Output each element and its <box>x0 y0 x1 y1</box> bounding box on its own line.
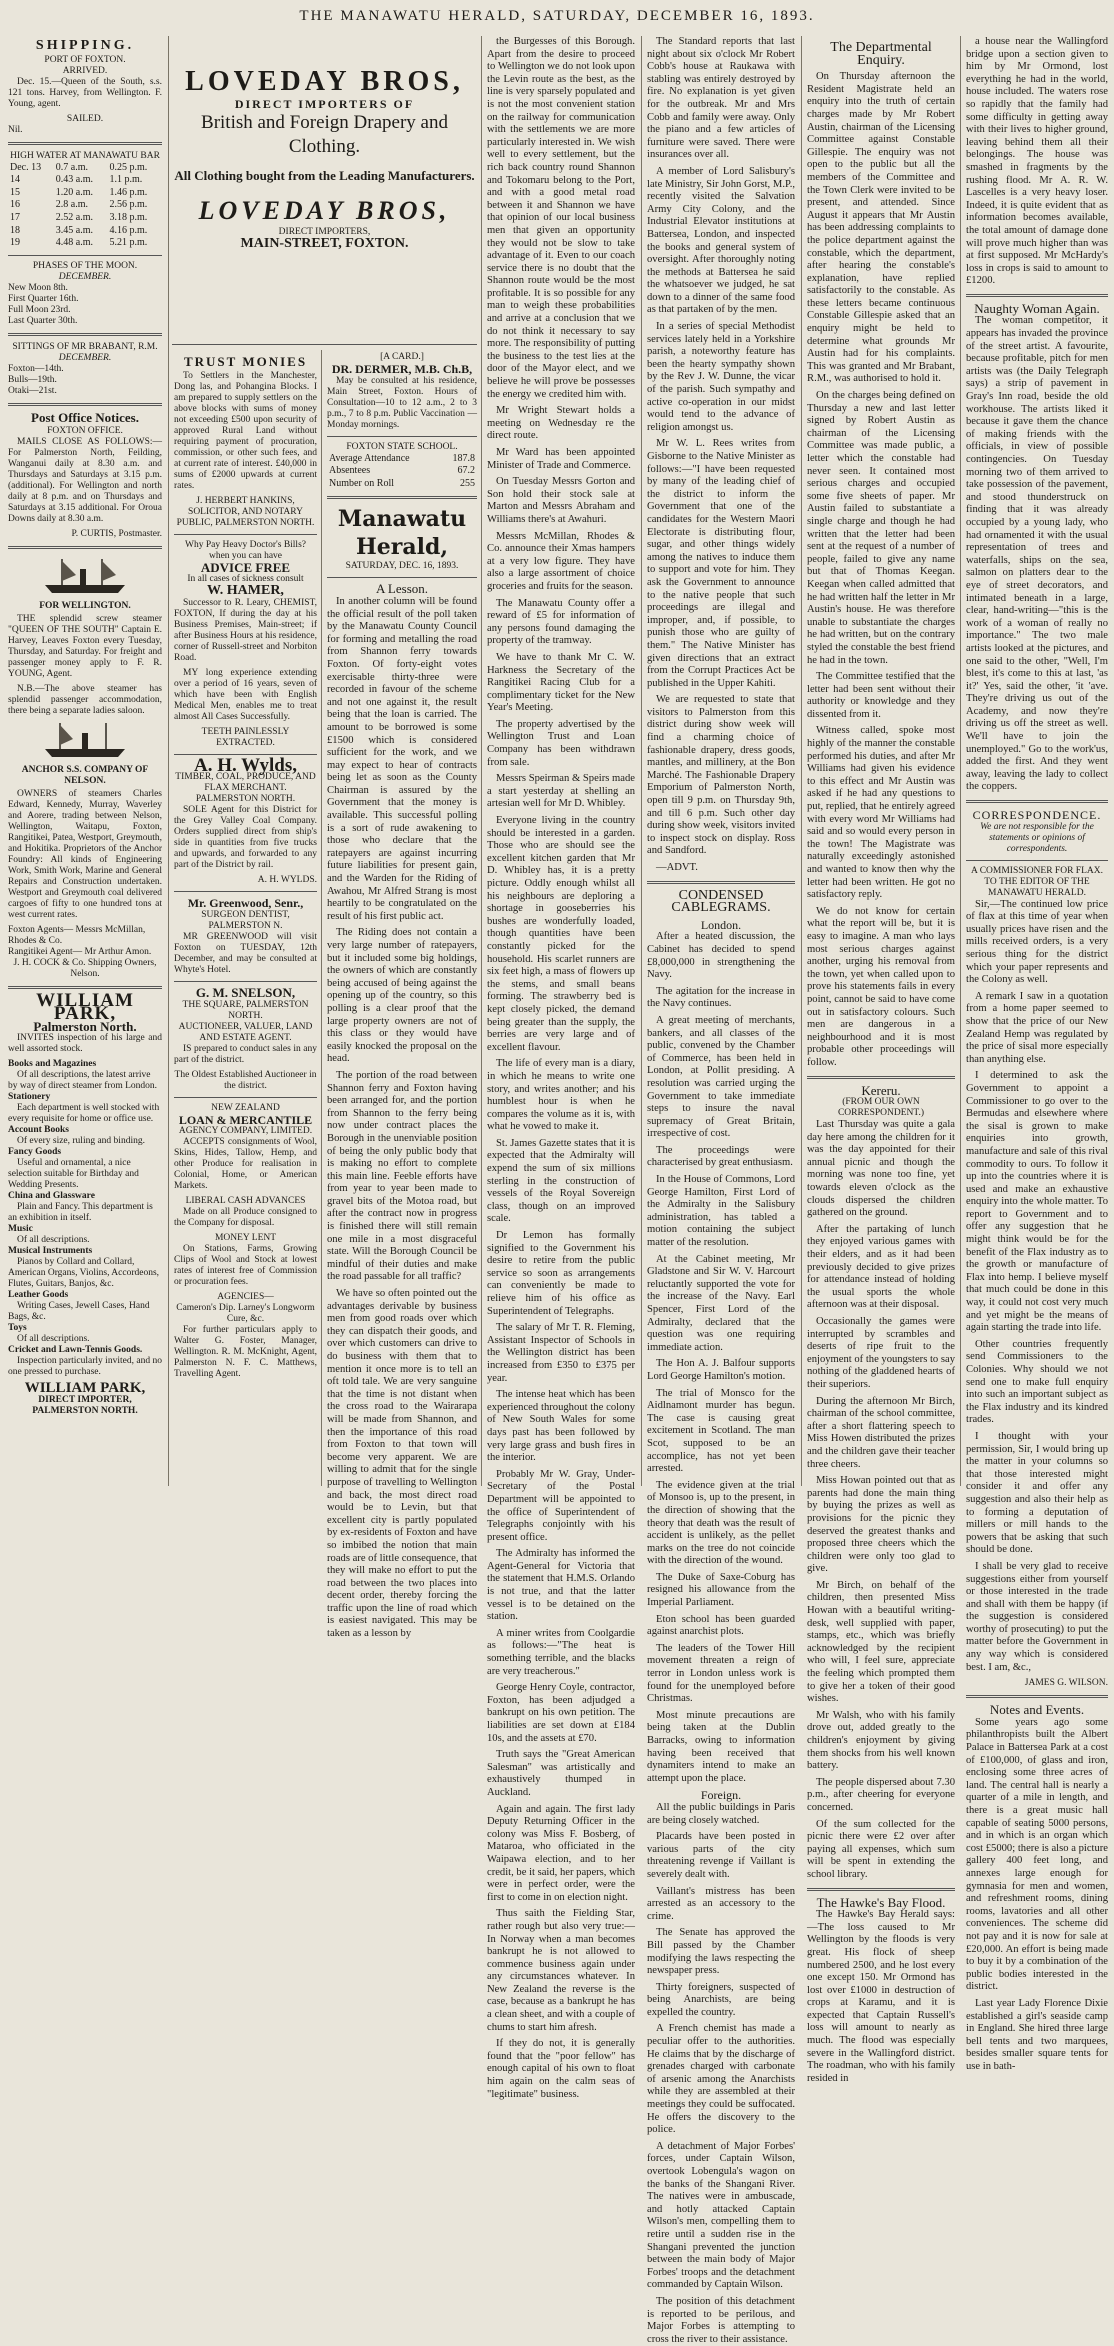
paragraph: At the Cabinet meeting, Mr Gladstone and Sir W. V. Harcourt reluctantly supported the vote for the increase of the Navy. Earl Spencer, First Lord of the Admiralty, declared that the question was one requiring immediate action. <box>647 1253 795 1353</box>
sittings-lines <box>8 364 162 397</box>
paragraph: Some years ago some philanthropists built the Albert Palace in Battersea Park at a cost of £100,000, of glass and iron, enclosing some three acres of land. The central hall is nearly a quarter of a mile in length, and there is a great music hall capable of seating 5000 persons, and in which is an organ which cost £5000; there is also a picture gallery 400 feet long, and annexes large enough for gymnasia for men and women, and refreshment rooms, dining rooms, lavatories and all other conveniences. The scheme did not pay and it is now for sale at £20,000. An effort is being made to buy it by a combination of the public bodies interested in the district. <box>966 1716 1108 1993</box>
tide-cell: 16 <box>10 199 20 211</box>
school-cell: Number on Roll <box>329 477 394 489</box>
paragraph: Witness called, spoke most highly of the manner the constable performed his duties, and after Mr Williams had given his evidence to this effect and Mr Austin was asked if he had any questions to put, replied, that he entirely agreed with every word Mr Williams had said and so would every person in the town! The Magistrate was naturally exceedingly astonished and wanted to know then why the letter had been written. He got no satisfactory reply. <box>807 725 955 901</box>
paragraph: Of the sum collected for the picnic there were £2 over after paying all expenses, which sum will be spent in extending the school library. <box>807 1818 955 1880</box>
tide-cell: 2.8 a.m. <box>55 199 88 211</box>
park-item-text: Of all descriptions. <box>17 1334 90 1345</box>
paragraph: I shall be very glad to receive suggestions either from yourself or those interested in the trade and shall with them be happy (if the suggestion is considered worthy of prosecuting) to put the matter before the Government in any way which is considered best. I am, &c., <box>966 1560 1108 1673</box>
column-4 <box>487 36 635 2100</box>
school-row <box>327 465 477 478</box>
paragraph: Everyone living in the country should be interested in a garden. Those who are should see the excellent kitchen garden that Mr D. Whibley has, it is a pretty picture. Oddly enough whilst all his neighbours are deploring a shortage in gooseberries his bushes are wonderfully loaded, though quantities have been constantly picked for the household. His scarlet runners are six feet high, a mass of flowers up the stems, and small beans forming. The strawberry bed is kept closely picked, the demand being greater than the supply, the berries are very large and of excellent flavour. <box>487 815 635 1053</box>
tide-cell: 2.56 p.m. <box>109 199 148 211</box>
corr-to: TO THE EDITOR OF THE MANAWATU HERALD. <box>984 876 1090 898</box>
foreign-body <box>647 1802 795 2346</box>
wylds-name: A. H. Wylds, <box>194 754 297 776</box>
tide-row <box>8 212 162 225</box>
park-item-heading: Leather Goods <box>8 1290 69 1301</box>
paragraph: If they do not, it is generally found that the "poor fellow" has enough capital of his own to float him again on the calm seas of "legitimate" business. <box>487 2038 635 2100</box>
paragraph: The Hon A. J. Balfour supports Lord George Hamilton's motion. <box>647 1358 795 1382</box>
tide-cell: 0.43 a.m. <box>55 174 93 186</box>
park-item-text: Of every size, ruling and binding. <box>17 1136 145 1147</box>
text-line: First Quarter 16th. <box>8 293 79 304</box>
paragraph: The Committee testified that the letter had been sent without their authority or knowledge and they dissented from it. <box>807 671 955 720</box>
trust-sign: J. HERBERT HANKINS, SOLICITOR, AND NOTARY PUBLIC, PALMERSTON NORTH. <box>176 495 315 528</box>
school-cell: 67.2 <box>457 465 475 477</box>
tide-row <box>8 162 162 175</box>
moon-month: DECEMBER. <box>58 271 112 282</box>
paragraph: In another column will be found the official result of the poll taken by the Manawatu County Council for forming and metalling the road from Shannon ferry towards Foxton. Of forty-eight votes exercisable thirty-three were recorded in favour of the scheme and not one against it, the result being that the loan is carried. The amount to be borrowed is some £1500 which is considered sufficient for the work, and we may expect to hear of contracts being let as soon as the County Chairman is assured by the Government that the money is available. This successful polling is a sort of rude awakening to those who declare that the ratepayers are against incurring future liabilities for present gain, and the Warden for the Riding of Awahou, Mr Alfred Strang is most heartily to be congratulated on the result of his first public act. <box>327 595 477 922</box>
tide-row <box>8 237 162 250</box>
loveday-clothing: All Clothing bought from the Leading Manufacturers. <box>174 167 475 183</box>
paragraph: The Hawke's Bay Herald says:—The loss caused to Mr Wellington by the floods is very great. His flock of sheep numbered 2500, and he lost every one except 150. Mr Ormond has lost over £1000 in destruction of crops at Karamu, and it is expected that Captain Russell's loss will amount to nearly as much. The flood was especially severe in the Wallingford district. The roadman, who with his family resided in <box>807 1909 955 2084</box>
park-title: WILLIAM PARK, <box>36 990 134 1024</box>
paragraph: The life of every man is a diary, in which he means to write one story, and writes another; and his humblest hour is when he compares the volume as it is, with what he vowed to make it. <box>487 1058 635 1133</box>
corr-title: CORRESPONDENCE. <box>972 808 1102 823</box>
nz-liberal-text: Made on all Produce consigned to the Company for disposal. <box>174 1207 317 1229</box>
naughty-body <box>966 315 1108 794</box>
paragraph: Last year Lady Florence Dixie established a girl's seaside camp in England. She hired three large bell tents and two marquees, besides smaller square tents for use in bath- <box>966 1997 1108 2072</box>
paragraph: Mr Ward has been appointed Minister of Trade and Commerce. <box>487 447 635 471</box>
arrived-text: Dec. 15.—Queen of the South, s.s. 121 tons. Harvey, from Wellington. F. Young, agent. <box>8 76 162 109</box>
paragraph: The portion of the road between Shannon ferry and Foxton having been arranged for, and the portion from Shannon to the ferry being now under contract places the Borough in the unenviable position of being the only public body that is making no effort to complete this main line. Feeble efforts have from year to year been made to gravel bits of the Motoa road, but after the contract now in progress is finished there will still remain one mile in a most disgraceful state. Will the Borough Council be mindful of their duties and make the road passable for all traffic? <box>327 1069 477 1283</box>
port-title: PORT OF FOXTON. <box>44 54 126 65</box>
loveday-importers: DIRECT IMPORTERS, <box>278 226 371 237</box>
paragraph: After the partaking of lunch they enjoyed various games with their elders, and as it had been previously decided to give prizes for attendance instead of holding the usual sports the whole afternoon was at their disposal. <box>807 1223 955 1311</box>
paragraph: The evidence given at the trial of Monsoo is, up to the present, in the direction of showing that the theory that death was the result of accident is unlikely, as the pellet marks on the tree do not coincide with the direction of the wound. <box>647 1479 795 1567</box>
column-7-top <box>966 36 1108 288</box>
column-3 <box>327 352 478 1640</box>
column-rule <box>481 36 482 1486</box>
paragraph: The Riding does not contain a very large number of ratepayers, but it included some big holdings, the owners of which are constantly being accused of being against the opening up of the country, so this polling is a clear proof that the large property owners are not of this class or they would have easily knocked the proposal on the head. <box>327 927 477 1065</box>
paragraph: Mr Birch, on behalf of the children, then presented Miss Howan with a beautiful writing-desk, well supplied with paper, stamps, etc., which was briefly acknowledged by the recipient who will, I feel sure, appreciate the feeling which prompted them to give her a token of their good wishes. <box>807 1579 955 1705</box>
tide-cell: 2.52 a.m. <box>55 211 93 223</box>
tide-cell: 18 <box>10 224 20 236</box>
tide-cell: 5.21 p.m. <box>109 237 148 249</box>
park-item-heading: Toys <box>8 1323 27 1334</box>
greenwood-text: MR GREENWOOD will visit Foxton on TUESDAY, 12th December, and may be consulted at Whyte's Hotel. <box>174 931 317 975</box>
paragraph: On Tuesday Messrs Gorton and Son hold their stock sale at Marton and Messrs Abraham and Williams there's at Awahuri. <box>487 476 635 525</box>
herald-date: SATURDAY, DEC. 16, 1893. <box>345 561 459 572</box>
park-item-heading: Books and Magazines <box>8 1059 97 1070</box>
paragraph: The Standard reports that last night about six o'clock Mr Robert Cobb's house at Raukawa with stabling was entirely destroyed by fire. No explanation is yet given for the outbreak. Mr and Mrs Cobb and family were away. Only the piano and a few articles of furniture were saved. There were insurances over all. <box>647 36 795 161</box>
text-line: Full Moon 23rd. <box>8 304 71 315</box>
loveday-title-2: LOVEDAY BROS, <box>198 195 451 225</box>
foreign-title: Foreign. <box>700 1788 742 1803</box>
wellington-nb: N.B.—The above steamer has splendid passenger accommodation, there being a separate ladies saloon. <box>8 684 162 717</box>
dr-text: May be consulted at his residence, Main Street, Foxton. Hours of Consultation—10 to 12 a.m., 2 to 3 p.m., 7 to 8 p.m. Public Vaccination — Monday mornings. <box>327 375 477 430</box>
paragraph: The Manawatu County offer a reward of £5 for information of any persons found damaging the property of the tramway. <box>487 597 635 647</box>
paragraph: A miner writes from Coolgardie as follows:—"The heat is something terrible, and the blacks are very treacherous." <box>487 1627 635 1677</box>
wellington-text: THE splendid screw steamer "QUEEN OF THE SOUTH" Captain E. Harvey, Leaves Foxton every Tuesday, Thursday, and Saturday. For freight and passenger money apply to F. R. YOUNG, Agent. <box>8 614 162 680</box>
park-item-text: Each department is well stocked with every requisite for home or office use. <box>8 1103 160 1125</box>
post-office-sub: FOXTON OFFICE. <box>47 426 123 437</box>
nz-title: NEW ZEALAND <box>211 1102 280 1113</box>
paragraph: St. James Gazette states that it is expected that the Admiralty will expend the sum of six millions sterling in the construction of vessels of the Royal Sovereign class, though on an improved scale. <box>487 1137 635 1225</box>
tide-row <box>8 174 162 187</box>
paragraph: The intense heat which has been experienced throughout the colony of New South Wales for some days past has been followed by very large grass and bush fires in the interior. <box>487 1389 635 1464</box>
column-2 <box>174 352 317 1486</box>
hamer-teeth: TEETH PAINLESSLY EXTRACTED. <box>201 726 290 748</box>
text-line: Foxton—14th. <box>8 363 64 374</box>
sittings-month: DECEMBER. <box>58 352 112 363</box>
paragraph: Other countries frequently send Commissioners to the Colonies. Why should we not send one to make full enquiry into such an important subject as the Flax industry and its kindred trades. <box>966 1338 1108 1426</box>
tide-title: HIGH WATER AT MANAWATU BAR <box>10 150 160 161</box>
moon-title: PHASES OF THE MOON. <box>32 260 138 271</box>
dept-body <box>807 71 955 1069</box>
hamer-text: Successor to R. Leary, CHEMIST, FOXTON, If during the day at his Business Premises, Main-street; if after Business Hours at his residence, corner of Russell-street and Norbiton Road. <box>174 597 317 663</box>
kereru-body <box>807 1119 955 1881</box>
tide-cell: 1.46 p.m. <box>109 186 148 198</box>
tide-table <box>8 162 162 250</box>
park-item-heading: Music <box>8 1224 33 1235</box>
herald-title: Manawatu Herald, <box>337 506 467 561</box>
park-foot-1: WILLIAM PARK, <box>24 1380 146 1397</box>
park-item-text: Pianos by Collard and Collard, American Organs, Violins, Accordeons, Flutes, Guitars, Banjos, &c. <box>8 1257 160 1290</box>
paragraph: Mr Wright Stewart holds a meeting on Wednesday re the direct route. <box>487 405 635 442</box>
hamer-cases: In all cases of sickness consult <box>187 574 304 585</box>
paragraph: The Admiralty has informed the Agent-General for Victoria that the statement that H.M.S. Orlando is not true, and that the latter vessel is to be detained on the station. <box>487 1548 635 1623</box>
trust-title: TRUST MONIES <box>183 354 308 369</box>
paragraph: the Burgesses of this Borough. Apart from the desire to proceed to Wellington we do not look upon the Levin route as the best, as the line is very sparsely populated and is not the most convenient station on the railway for communication with the settlements we are more particularly interested in. We wish well to every settlement, but the rich back country round Shannon and Tokomaru belong to the Port, and with a good metal road between it and Shannon we have that opinion of our local business men that given an opportunity they would not be slow to take advantage of it. Even to our coach service there is no doubt that the Shannon route would be the most profitable. It is so possible for any man to weigh these probabilities and arrive at a conclusion that we do not think it necessary to say more. The responsibility of putting the business to the test lies at the door of the Mayor elect, and we believe he will prove be possesses the energy we credited him with. <box>487 36 635 400</box>
anchor-text: OWNERS of steamers Charles Edward, Kennedy, Murray, Waverley and Aorere, trading between Nelson, Wellington, Waitapu, Foxton, Rangitikei, Patea, Westport, Greymouth, and Hokitika. Proprietors of the Anchor Foundry: All kinds of Engineering Work, Smith Work, Marine and General Repairs and Construction undertaken. Westport and Greymouth coal delivered cargoes of fifty to one hundred tons at west current rates. <box>8 789 162 921</box>
corr-sign: JAMES G. WILSON. <box>1024 1678 1108 1689</box>
tide-cell: 19 <box>10 237 20 249</box>
column-rule <box>321 350 322 1486</box>
cable-sub: London. <box>700 917 742 932</box>
wylds-town: PALMERSTON NORTH. <box>195 794 296 805</box>
paragraph: We have so often pointed out the advantages derivable by business men from good roads over which they can dispatch their goods, and over which customers can drive to do business with them that to mention it once more is to tell an oft told tale. We are very sanguine that the time is not distant when the cross road to the Wairarapa will be made from Shannon, and then the importance of this road from Foxton to that town will become very apparent. We are willing to admit that for the single purpose of travelling to Wellington and back, the most direct road would be to Levin, but that excellent city is partly populated by ex-residents of Foxton and have so imbibed the notion that main roads are of little consequence, that they will make no effort to put the road between the two places into decent order, thereby forcing the traffic upon the line of road which is easiest navigated. This may be taken as a lesson by <box>327 1288 478 1640</box>
paragraph: Truth says the "Great American Salesman" was artistically and exhaustively thumped in Auckland. <box>487 1749 635 1798</box>
paragraph: Dr Lemon has formally signified to the Government his desire to retire from the public service so soon as arrangements can conveniently be made to relieve him of his office as Superintendent of Telegraphs. <box>487 1230 635 1317</box>
park-item-heading: Musical Instruments <box>8 1246 93 1257</box>
arrived-label: ARRIVED. <box>62 65 108 76</box>
anchor-title: ANCHOR S.S. COMPANY OF NELSON. <box>21 765 149 787</box>
park-sub: Palmerston North. <box>33 1018 137 1034</box>
lesson-title: A Lesson. <box>376 581 428 597</box>
column-6 <box>807 36 955 2084</box>
paragraph: Vaillant's mistress has been arrested as an accessory to the crime. <box>647 1885 795 1922</box>
hamer-name: W. HAMER, <box>207 583 284 599</box>
moon-lines <box>8 283 162 327</box>
paragraph: Thus saith the Fielding Star, rather rough but also very true:—In Norway when a man becomes bankrupt he is not allowed to commence business again under any circumstances whatever. In New Zealand the reverse is the case, because as a bankrupt he has a clean sheet, and with a couple of chums to start him afresh. <box>487 1908 635 2033</box>
cable-body <box>647 931 795 1785</box>
loveday-drapery: British and Foreign Drapery and Clothing. <box>201 111 448 157</box>
paragraph: The Senate has approved the Bill passed by the Chamber modifying the laws respecting the newspaper press. <box>647 1927 795 1977</box>
wellington-title: FOR WELLINGTON. <box>39 601 131 612</box>
park-item-heading: Cricket and Lawn-Tennis Goods. <box>8 1345 143 1356</box>
paragraph: The agitation for the increase in the Navy continues. <box>647 985 795 1010</box>
post-office-title: Post Office Notices. <box>31 409 139 425</box>
paragraph: Again and again. The first lady Deputy Returning Officer in the colony was Miss F. Bosberg, of Mataroa, who officiated in the Waipawa election, and to her credit, be it said, her papers, which were in perfect order, were the first to come in on election night. <box>487 1803 635 1903</box>
paragraph: Occasionally the games were interrupted by scrambles and deserts of ripe fruit to the enjoyment of the youngsters to say nothing of the gladdened hearts of their superiors. <box>807 1316 955 1390</box>
tide-cell: 1.1 p.m. <box>109 174 143 186</box>
text-line: New Moon 8th. <box>8 282 68 293</box>
tide-cell: 0.7 a.m. <box>55 161 88 173</box>
paragraph: A remark I saw in a quotation from a home paper seemed to show that the price of our New Zealand Hemp was regulated by the price of sisal more especially than anything else. <box>966 990 1108 1065</box>
nz-foot: For further particulars apply to Walter G. Foster, Manager, Wellington. R. M. McKnight, Agent, Palmerston N. F. C. Matthews, Travelling Agent. <box>174 1325 317 1380</box>
paragraph: The Duke of Saxe-Coburg has resigned his allowance from the Imperial Parliament. <box>647 1571 795 1609</box>
paragraph: I thought with your permission, Sir, I would bring up the matter in your columns so that those interested might consider it and offer any suggestion and also their help as to forming a deputation of millers or mill hands to the powers that be asking that such should be done. <box>966 1430 1108 1556</box>
park-item-text: Of all descriptions, the latest arrive by way of direct steamer from London. <box>8 1070 158 1092</box>
paragraph: The property advertised by the Wellington Trust and Loan Company has been withdrawn from sale. <box>487 718 635 768</box>
park-item-heading: Stationery <box>8 1092 51 1103</box>
tide-cell: 17 <box>10 211 20 223</box>
park-intro: INVITES inspection of his large and well assorted stock. <box>8 1033 162 1055</box>
text-line: Bulls—19th. <box>8 374 57 385</box>
dept-title: The Departmental Enquiry. <box>830 40 932 68</box>
tide-cell: 4.48 a.m. <box>55 237 93 249</box>
paragraph: We have to thank Mr C. W. Harkness the Secretary of the Rangitikei Racing Club for a complimentary ticket for the New Year's Meeting. <box>487 651 635 714</box>
corr-note: We are not responsible for the statements or opinions of correspondents. <box>980 821 1094 854</box>
paragraph: Placards have been posted in various parts of the city threatening revenge if Vaillant is severely dealt with. <box>647 1831 795 1880</box>
sittings-title: SITTINGS OF MR BRABANT, R.M. <box>12 341 158 352</box>
paragraph: The people dispersed about 7.30 p.m., after cheering for everyone concerned. <box>807 1776 955 1813</box>
school-cell: 255 <box>460 477 475 489</box>
paragraph: On Thursday afternoon the Resident Magistrate held an enquiry into the truth of certain charges made by Mr Robert Austin, chairman of the Licensing Committee against Constable Gillespie. The enquiry was not open to the public but all the members of the Committee and the Town Clerk were invited to be present, and attended. Since August it appears that Mr Austin has been addressing complaints to the police department against the constable, which the department, after hearing the constable's explanation, have replied satisfactorily to the constable. As these letters became continuous Constable Gillespie asked that an enquiry might be held to determine what grounds Mr Austin had for his complaints. This was granted and Mr Brabant, R.M., was authorised to hold it. <box>807 71 955 385</box>
naughty-title: Naughty Woman Again. <box>974 300 1100 316</box>
anchor-ship-illustration <box>40 721 130 761</box>
paragraph: Miss Howan pointed out that as parents had done the main thing by buying the prizes as well as provisions for the picnic they deserved the greatest thanks and proposed three cheers which the children were only too glad to give. <box>807 1475 955 1575</box>
snelson-line-2: AUCTIONEER, VALUER, LAND AND ESTATE AGENT. <box>178 1021 313 1043</box>
column-rule <box>641 36 642 1486</box>
tide-cell: 0.25 p.m. <box>109 161 148 173</box>
paragraph: Most minute precautions are being taken at the Dublin Barracks, owing to information having been received that dynamiters intend to make an attempt upon the place. <box>647 1709 795 1784</box>
hawke-body <box>807 1909 955 2085</box>
anchor-agents: Foxton Agents— Messrs McMillan, Rhodes & Co. <box>8 925 146 947</box>
loveday-ad-bottom-rule <box>172 344 477 345</box>
loveday-direct: DIRECT IMPORTERS OF <box>234 97 415 111</box>
sailed-text: Nil. <box>8 124 23 135</box>
lesson-body <box>327 596 477 1641</box>
school-row <box>327 478 477 491</box>
park-invite: Inspection particularly invited, and no one pressed to purchase. <box>8 1356 162 1378</box>
park-foot-3: PALMERSTON NORTH. <box>32 1405 138 1416</box>
steamer-illustration <box>40 555 130 597</box>
paragraph: Probably Mr W. Gray, Under-Secretary of the Postal Department will be appointed to the office of Superintendent of Telegraphs conjointly with his present office. <box>487 1468 635 1543</box>
school-cell: Average Attendance <box>329 452 410 464</box>
paragraph: All the public buildings in Paris are being closely watched. <box>647 1801 795 1826</box>
paragraph: On the charges being defined on Thursday a new and last letter signed by Robert Austin as chairman of the Licensing Committee was made public, a letter which the constable had never seen. It contained most serious charges and occupied some five sheets of paper. Mr Austin failed to substantiate a single charge and though he had written that the letter had been sent at the request of a number of people, failed to give any name but that of Thomas Keegan. Keegan when called admitted that he had written half the letter in Mr Austin's house. He was therefore unable to substantiate the charges he had written, but on the contrary styled the constable the best friend he had in the town. <box>807 390 955 666</box>
park-item-text: Writing Cases, Jewell Cases, Hand Bags, &c. <box>8 1301 150 1323</box>
school-row <box>327 453 477 466</box>
school-cell: 187.8 <box>452 452 475 464</box>
tide-cell: 1.20 a.m. <box>55 186 93 198</box>
tide-cell: 3.45 a.m. <box>55 224 93 236</box>
paragraph: We are requested to state that visitors to Palmerston from this district during show week will find a charming choice of fashionable drapery, dress goods, mantles, and millinery, at the Bon Marché. The Fashionable Drapery Emporium of Palmerston North, open till 9 p.m. on Thursday 9th, and till 6 p.m. Such other day during show week, visitors invited to inspect stock on display. Ross and Sandford. <box>647 694 795 857</box>
park-foot-2: DIRECT IMPORTER, <box>38 1394 132 1405</box>
corr-body <box>966 899 1108 1675</box>
nz-liberal: LIBERAL CASH ADVANCES <box>185 1196 306 1207</box>
paragraph: A detachment of Major Forbes' forces, under Captain Wilson, overtook Lobengula's wagon on the banks of the Shangani River. The natives were in ambuscade, and hotly attacked Captain Wilson's men, compelling them to retire until a sudden rise in the Shangani prevented the junction between the main body of Major Forbes' troops and the detachment commanded by Captain Wilson. <box>647 2140 795 2291</box>
paragraph: Last Thursday was quite a gala day here among the children for it was the day appointed for their annual picnic and though the morning was none too fine, yet towards eleven o'clock as the clouds dispersed the children gathered on the ground. <box>807 1119 955 1219</box>
paragraph: In the House of Commons, Lord George Hamilton, First Lord of the Admiralty in the Salisbury administration, has tabled a motion containing the subject matter of the resolution. <box>647 1174 795 1249</box>
tide-cell: 14 <box>10 174 20 186</box>
tide-row <box>8 225 162 238</box>
paragraph: Sir,—The continued low price of flax at this time of year when usually prices have risen and the mills received orders, is a very serious thing for the district which your paper represents and the Colony as well. <box>966 898 1108 986</box>
paragraph: Mr Walsh, who with his family drove out, added greatly to the children's enjoyment by giving them shocks from his well known battery. <box>807 1709 955 1772</box>
column-5 <box>647 36 795 2345</box>
snelson-name: G. M. SNELSON, <box>195 984 296 1000</box>
paragraph: The leaders of the Tower Hill movement threaten a reign of terror in London unless work is found for the unemployed before Christmas. <box>647 1642 795 1705</box>
tide-row <box>8 187 162 200</box>
nz-text: ACCEPTS consignments of Wool, Skins, Hides, Tallow, Hemp, and other Produce for realisation in Colonial, Home, or American Markets. <box>174 1137 317 1192</box>
snelson-foot: The Oldest Established Auctioneer in the district. <box>174 1069 317 1091</box>
masthead: THE MANAWATU HERALD, SATURDAY, DECEMBER 16, 1893. <box>299 8 815 24</box>
snelson-text: IS prepared to conduct sales in any part of the district. <box>174 1043 317 1065</box>
notes-body <box>966 1717 1108 2074</box>
cable-title: CONDENSED CABLEGRAMS. <box>671 887 771 916</box>
paragraph: After a heated discussion, the Cabinet has decided to spend £8,000,000 in strengthening the Navy. <box>647 931 795 981</box>
paragraph: Mr W. L. Rees writes from Gisborne to the Native Minister as follows:—"I have been requested by many of the leading chief of the district to inform the Government that one of the candidates for the Western Maori Electorate is distributing flour, sugar, and other things widely among the natives to induce them to support and vote for him. They ask the Government to announce to the native people that such proceedings are illegal and improper, and, if possible, to punish those who are guilty of them." The Native Minister has given directions that an extract from the Corrupt Practices Act be published in the Upper Kahiti. <box>647 438 795 689</box>
greenwood-line: SURGEON DENTIST, PALMERSTON N. <box>201 909 290 931</box>
paragraph: George Henry Coyle, contractor, Foxton, has been adjudged a bankrupt on his own petition. The liabilities are set down at £184 10s, and the assets at £70. <box>487 1682 635 1744</box>
paragraph: Thirty foreigners, suspected of being Anarchists, are being expelled the country. <box>647 1981 795 2018</box>
nz-agencies-text: Cameron's Dip. Larney's Longworm Cure, &c. <box>176 1303 315 1325</box>
park-item-text: Plain and Fancy. This department is an exhibition in itself. <box>8 1202 153 1224</box>
text-line: Last Quarter 30th. <box>8 315 78 326</box>
dr-name: DR. DERMER, M.B. Ch.B, <box>331 362 473 376</box>
paragraph: The trial of Monsco for the Aidlnamont murder has begun. The case is causing great excitement in Scotland. The man Scot, supposed to be an accomplice, has not yet been arrested. <box>647 1387 795 1475</box>
park-item-heading: China and Glassware <box>8 1191 95 1202</box>
paragraph: The position of this detachment is reported to be perilous, and Major Forbes is attempting to cross the river to their assistance. <box>647 2295 795 2345</box>
nz-money-text: On Stations, Farms, Growing Clips of Wool and Stock at lowest rates of interest free of Commission or procuration fees. <box>174 1244 317 1288</box>
tide-cell: 3.18 p.m. <box>109 211 148 223</box>
trust-text: To Settlers in the Manchester, Dong las, and Pohangina Blocks. I am prepared to supply settlers on the above blocks with sums of money not exceeding £500 upon security of approved Rural Land without requiring payment of procuration, commission, or other such fees, and at current rate of interest. £40,000 in sums of £2000 upwards at current rates. <box>174 370 317 491</box>
hamer-experience: MY long experience extending over a period of 16 years, seven of which have been with English Medical Men, enables me to treat almost All Cases Successfully. <box>174 667 317 722</box>
park-item-heading: Fancy Goods <box>8 1147 62 1158</box>
park-item-text: Of all descriptions. <box>17 1235 90 1246</box>
hamer-advice: ADVICE FREE <box>200 559 291 575</box>
park-item-text: Useful and ornamental, a nice selection suitable for Birthday and Wedding Presents. <box>8 1158 139 1191</box>
snelson-line: THE SQUARE, PALMERSTON NORTH. <box>182 999 309 1021</box>
column-1 <box>8 36 162 1486</box>
paragraph: During the afternoon Mr Birch, chairman of the school committee, after a short flattering speech to Miss Howen distributed the prizes and the children gave their teacher three cheers. <box>807 1395 955 1470</box>
hamer-question: Why Pay Heavy Doctor's Bills? when you can have <box>185 539 306 561</box>
post-office-text: MAILS CLOSE AS FOLLOWS:— For Palmerston North, Feilding, Wanganui daily at 8.30 a.m. and Thursdays and Saturdays at 3.15 p.m. (additional). For Wellington and north daily at 8 p.m. and on Thursdays and Saturdays at 3.15 additional. For Oroua Downs daily at 8.30 a.m. <box>8 437 162 525</box>
wylds-sign: A. H. WYLDS. <box>257 875 317 886</box>
loveday-ad <box>174 36 475 251</box>
loveday-title: LOVEDAY BROS, <box>185 66 464 97</box>
wylds-text: SOLE Agent for this District for the Grey Valley Coal Company. Orders supplied direct from ship's side in quantities from five trucks and upwards, and forwarded to any part of the District by rail. <box>174 805 317 871</box>
anchor-agent2: Rangitikei Agent— Mr Arthur Amon. <box>8 947 152 958</box>
kereru-sub: (FROM OUR OWN CORRESPONDENT.) <box>837 1097 925 1119</box>
text-line: Otaki—21st. <box>8 385 57 396</box>
column-7 <box>966 36 1108 2072</box>
tide-cell: Dec. 13 <box>10 161 42 173</box>
tide-cell: 15 <box>10 186 20 198</box>
nz-sub: AGENCY COMPANY, LIMITED. <box>178 1126 313 1137</box>
paragraph: Eton school has been guarded against anarchist plots. <box>647 1613 795 1638</box>
paragraph: A great meeting of merchants, bankers, and all classes of the public, convened by the Chamber of Commerce, has been held in London, at Pollit presiding. A resolution was carried urging the Government to take immediate steps to insure the naval supremacy of Great Britain, irrespective of cost. <box>647 1014 795 1140</box>
nz-money: MONEY LENT <box>214 1233 277 1244</box>
tide-row <box>8 199 162 212</box>
column-5-body <box>647 36 795 875</box>
hawke-title: The Hawke's Bay Flood. <box>816 1894 946 1910</box>
column-rule <box>960 36 961 1486</box>
paragraph: We do not know for certain what the report will be, but it is easy to imagine. A man who lays most serious charges against another, urging his removal from the town, yet when called upon to prove his statements fails in every point, cannot be said to have come out in satisfactory colours. Such men are dangerous in a neighbourhood and it is most probable other proceedings will follow. <box>807 905 955 1068</box>
paragraph: A French chemist has made a peculiar offer to the authorities. He claims that by the discharge of grenades charged with carbonate of arsenic among the Anarchists while they are assembled at their meetings they could be suffocated. He offers the discovery to the police. <box>647 2023 795 2136</box>
anchor-sign: J. H. COCK & Co. Shipping Owners, Nelson. <box>13 958 157 980</box>
corr-sub: A COMMISSIONER FOR FLAX. <box>971 865 1103 876</box>
column-rule <box>168 36 169 1486</box>
nz-agencies: AGENCIES— <box>217 1292 274 1303</box>
park-items <box>8 1059 162 1356</box>
shipping-title: SHIPPING. <box>35 38 135 53</box>
wylds-line: TIMBER, COAL, PRODUCE, AND FLAX MERCHANT. <box>175 772 316 794</box>
park-item-heading: Account Books <box>8 1125 69 1136</box>
paragraph: A member of Lord Salisbury's late Ministry, Sir John Gorst, M.P., recently visited the Salvation Army City Colony, and the Industrial Elevator institutions at Battersea, London, and inspected the books and general system of oversight. After thoroughly noting the methods at Battersea he said the whatsoever we judged, he sat down to a dinner of the same food as that partaken of by the men. <box>647 165 795 316</box>
kereru-title: Kereru. <box>861 1082 901 1098</box>
paragraph: —ADVT. <box>656 862 698 873</box>
loveday-address: MAIN-STREET, FOXTON. <box>240 235 409 251</box>
column-4-body <box>487 36 635 2101</box>
dr-card: [A CARD.] <box>380 352 424 362</box>
school-table <box>327 453 477 491</box>
paragraph: In a series of special Methodist services lately held in a Yorkshire parish, a noteworthy feature has been the hearty sympathy shown by the Rev J. W. Dunne, the vicar of the parish. Such sympathy and active co-operation in our midst would tend to the advance of religion amongst us. <box>647 321 795 433</box>
paragraph: I determined to ask the Government to appoint a Commissioner to go over to the Bermudas and elsewhere where the sisal is grown to make enquiries into growth, manufacture and sale of this rival commodity to ours. To follow it up into the countries where it is used and make an exhaustive enquiry into the whole matter. To report to Government and to offer any suggestion that he might think would be for the benefit of the Flax industry as to the growth or manufacture of Flax into hemp. I believe myself that much could be done in this way, it could not cost very much and yet might be the means of again starting the trade into life. <box>966 1070 1108 1334</box>
paragraph: Messrs McMillan, Rhodes & Co. announce their Xmas hampers at a very low figure. They have also a large assortment of choice groceries and fruits for the season. <box>487 530 635 592</box>
notes-title: Notes and Events. <box>989 1702 1085 1718</box>
paragraph: a house near the Wallingford bridge upon a section given to him by Mr Ormond, lost everything he had in the world, house included. The waters rose so rapidly that the family had some difficulty in getting away with their lives to higher ground, leaving behind them all their belongings. The house was smashed in fragments by the rushing flood. Mr A. R. W. Lascelles is a very heavy loser. Indeed, it is quite evident that as information becomes available, the total amount of damage done will prove much higher than was at first supposed. Mr McHardy's loss in crops is said to amount to £1200. <box>966 36 1108 287</box>
greenwood-name: Mr. Greenwood, Senr., <box>187 896 304 911</box>
paragraph: Messrs Speirman & Speirs made a start yesterday at shelling an artesian well for Mr D. Whibley. <box>487 773 635 810</box>
paragraph: The salary of Mr T. R. Fleming, Assistant Inspector of Schools in the Wellington district has been increased from £350 to £375 per year. <box>487 1322 635 1384</box>
nz-title-2: LOAN & MERCANTILE <box>178 1112 313 1127</box>
paragraph: The proceedings were characterised by great enthusiasm. <box>647 1144 795 1169</box>
paragraph: The woman competitor, it appears has invaded the province of the street artist. A favourite, because profitable, pitch for men artists was (the Daily Telegraph says) a strip of pavement in Gray's Inn road, beside the old workhouse. The artists liked it because it gave them the chance of making friends with the officials, in view of possible contingencies. On Tuesday morning two of them arrived to take possession of the pavement, and stood thunderstruck on finding that it was already occupied by a young lady, who had ornamented it with the usual representation of trees and waterfalls, ships on the sea, salmon on platters dear to the eye of street decorators, and intimated beneath in a large, clear, hand-writing—"this is the work of a woman of really no importance." The two male artists looked at the pictures, and one said to the other, "Well, I'm blest, it's come to this at last, 'as it?' Yes, said the other, 'it 'ave. They're driving us out of the Academy, and now they're driving us off the street as well. We'll have to join the unemployed." Go to the work'us, added the first. And they went away, leaving the lady to collect the coppers. <box>966 315 1108 793</box>
school-cell: Absentees <box>329 465 371 477</box>
school-title: FOXTON STATE SCHOOL. <box>346 441 458 452</box>
tide-cell: 4.16 p.m. <box>109 224 148 236</box>
sailed-label: SAILED. <box>66 113 104 124</box>
column-rule <box>801 36 802 1486</box>
post-office-sign: P. CURTIS, Postmaster. <box>71 529 162 540</box>
